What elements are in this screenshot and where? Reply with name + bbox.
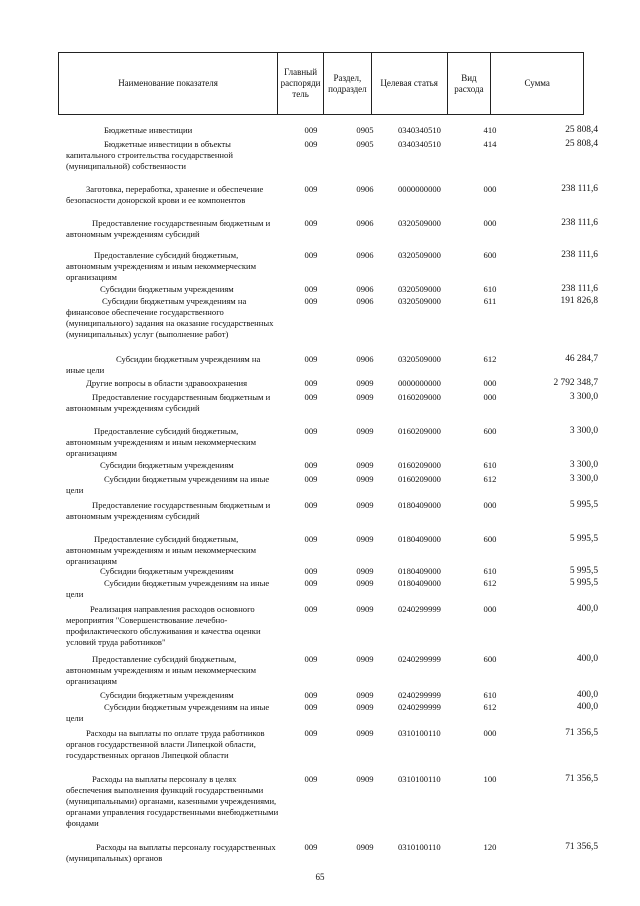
row-name: Субсидии бюджетным учреждениям на иные цели (66, 354, 261, 375)
row-expense-type: 000 (483, 604, 497, 614)
row-name: Заготовка, переработка, хранение и обеспечение безопасности донорской крови и ее компонентов (66, 184, 264, 205)
row-razdel: 0909 (356, 728, 374, 738)
row-sum: 238 111,6 (561, 284, 598, 294)
row-razdel: 0909 (356, 460, 374, 470)
row-sum: 238 111,6 (561, 184, 598, 194)
row-sum: 3 300,0 (569, 460, 598, 470)
row-target-article: 0320509000 (398, 218, 441, 228)
row-sum: 71 356,5 (565, 728, 598, 738)
row-name: Субсидии бюджетным учреждениям (100, 460, 234, 470)
row-grbs: 009 (304, 702, 318, 712)
row-expense-type: 000 (483, 728, 497, 738)
row-expense-type: 414 (483, 139, 497, 149)
page-number: 65 (315, 872, 325, 882)
row-sum: 2 792 348,7 (553, 378, 598, 388)
row-name: Предоставление государственным бюджетным и автономным учреждениям субсидий (66, 500, 271, 521)
row-target-article: 0320509000 (398, 296, 441, 306)
row-target-article: 0000000000 (398, 378, 441, 388)
row-name: Бюджетные инвестиции в объекты капитального строительства государственной (муниципальной) собственности (66, 139, 233, 171)
row-expense-type: 600 (483, 250, 497, 260)
row-target-article: 0320509000 (398, 250, 441, 260)
row-razdel: 0909 (356, 566, 374, 576)
row-expense-type: 612 (483, 474, 497, 484)
row-sum: 5 995,5 (569, 566, 598, 576)
row-name: Предоставление государственным бюджетным и автономным учреждениям субсидий (66, 392, 271, 413)
row-name: Реализация направления расходов основного мероприятия "Совершенствование лечебно-профилактического обслуживания и качества оценки условий труда работников" (66, 604, 261, 647)
row-razdel: 0905 (356, 139, 374, 149)
row-grbs: 009 (304, 250, 318, 260)
row-target-article: 0240299999 (398, 702, 441, 712)
row-target-article: 0310100110 (398, 728, 441, 738)
row-name: Субсидии бюджетным учреждениям на финансовое обеспечение государственного (муниципального) задания на оказание государственных (муниципальных) услуг (выполнение работ) (66, 296, 274, 339)
row-grbs: 009 (304, 474, 318, 484)
row-expense-type: 610 (483, 566, 497, 576)
row-grbs: 009 (304, 534, 318, 544)
row-razdel: 0906 (356, 184, 374, 194)
row-grbs: 009 (304, 690, 318, 700)
row-sum: 71 356,5 (565, 842, 598, 852)
row-expense-type: 000 (483, 218, 497, 228)
row-name: Расходы на выплаты персоналу в целях обеспечения выполнения функций государственными (муниципальными) органами, казенными учреждениями, органами управления государственными внебюджетными фондами (66, 774, 279, 828)
row-target-article: 0180409000 (398, 566, 441, 576)
row-sum: 238 111,6 (561, 250, 598, 260)
row-target-article: 0160209000 (398, 426, 441, 436)
row-expense-type: 610 (483, 284, 497, 294)
row-target-article: 0320509000 (398, 354, 441, 364)
row-sum: 25 808,4 (565, 125, 598, 135)
row-razdel: 0906 (356, 218, 374, 228)
row-razdel: 0906 (356, 250, 374, 260)
row-razdel: 0909 (356, 604, 374, 614)
header-target-article: Целевая статья (372, 53, 448, 114)
row-target-article: 0310100110 (398, 774, 441, 784)
row-name: Субсидии бюджетным учреждениям на иные цели (66, 578, 270, 599)
row-sum: 3 300,0 (569, 426, 598, 436)
row-razdel: 0906 (356, 296, 374, 306)
header-name: Наименование показателя (59, 53, 278, 114)
row-expense-type: 612 (483, 354, 497, 364)
row-expense-type: 000 (483, 392, 497, 402)
row-grbs: 009 (304, 426, 318, 436)
row-grbs: 009 (304, 566, 318, 576)
row-target-article: 0160209000 (398, 392, 441, 402)
row-expense-type: 410 (483, 125, 497, 135)
row-target-article: 0000000000 (398, 184, 441, 194)
row-target-article: 0240299999 (398, 604, 441, 614)
row-target-article: 0240299999 (398, 654, 441, 664)
row-razdel: 0909 (356, 392, 374, 402)
row-grbs: 009 (304, 125, 318, 135)
row-razdel: 0909 (356, 578, 374, 588)
row-grbs: 009 (304, 378, 318, 388)
row-razdel: 0909 (356, 654, 374, 664)
row-grbs: 009 (304, 774, 318, 784)
header-expense-type: Вид расхода (448, 53, 492, 114)
row-target-article: 0180409000 (398, 578, 441, 588)
row-grbs: 009 (304, 218, 318, 228)
row-razdel: 0909 (356, 474, 374, 484)
row-target-article: 0340340510 (398, 125, 441, 135)
row-name: Субсидии бюджетным учреждениям (100, 284, 234, 294)
row-sum: 5 995,5 (569, 500, 598, 510)
table-header (58, 52, 584, 115)
row-sum: 3 300,0 (569, 474, 598, 484)
row-razdel: 0909 (356, 378, 374, 388)
row-sum: 3 300,0 (569, 392, 598, 402)
row-name: Субсидии бюджетным учреждениям (100, 690, 234, 700)
header-sum: Сумма (524, 78, 550, 88)
row-razdel: 0909 (356, 702, 374, 712)
row-grbs: 009 (304, 578, 318, 588)
row-grbs: 009 (304, 284, 318, 294)
row-target-article: 0340340510 (398, 139, 441, 149)
row-target-article: 0240299999 (398, 690, 441, 700)
row-grbs: 009 (304, 139, 318, 149)
row-name: Предоставление государственным бюджетным и автономным учреждениям субсидий (66, 218, 271, 239)
row-expense-type: 612 (483, 702, 497, 712)
row-expense-type: 611 (483, 296, 497, 306)
row-name: Расходы на выплаты персоналу государственных (муниципальных) органов (66, 842, 276, 863)
row-grbs: 009 (304, 500, 318, 510)
row-razdel: 0906 (356, 354, 374, 364)
row-name: Предоставление субсидий бюджетным, автономным учреждениям и иным некоммерческим организациям (66, 426, 257, 458)
row-sum: 400,0 (576, 604, 598, 614)
row-target-article: 0160209000 (398, 460, 441, 470)
row-razdel: 0909 (356, 534, 374, 544)
row-grbs: 009 (304, 392, 318, 402)
row-grbs: 009 (304, 842, 318, 852)
header-grbs: Главный распоряди тель (278, 53, 324, 114)
row-grbs: 009 (304, 296, 318, 306)
row-sum: 238 111,6 (561, 218, 598, 228)
row-grbs: 009 (304, 460, 318, 470)
row-expense-type: 612 (483, 578, 497, 588)
row-name: Предоставление субсидий бюджетным, автономным учреждениям и иным некоммерческим организациям (66, 534, 257, 566)
row-razdel: 0909 (356, 690, 374, 700)
row-grbs: 009 (304, 728, 318, 738)
row-expense-type: 610 (483, 460, 497, 470)
row-name: Бюджетные инвестиции (104, 125, 193, 135)
row-expense-type: 610 (483, 690, 497, 700)
row-expense-type: 600 (483, 534, 497, 544)
row-name: Предоставление субсидий бюджетным, автономным учреждениям и иным некоммерческим организациям (66, 654, 257, 686)
row-razdel: 0909 (356, 500, 374, 510)
row-target-article: 0160209000 (398, 474, 441, 484)
row-name: Расходы на выплаты по оплате труда работников органов государственной власти Липецкой области, государственных органов Липецкой области (66, 728, 265, 760)
header-razdel: Раздел, подраздел (324, 53, 372, 114)
row-expense-type: 000 (483, 500, 497, 510)
row-sum: 400,0 (576, 702, 598, 712)
row-sum: 400,0 (576, 654, 598, 664)
row-razdel: 0909 (356, 842, 374, 852)
row-target-article: 0180409000 (398, 500, 441, 510)
row-sum: 191 826,8 (560, 296, 598, 306)
row-target-article: 0310100110 (398, 842, 441, 852)
row-sum: 5 995,5 (569, 578, 598, 588)
row-razdel: 0909 (356, 426, 374, 436)
row-name: Предоставление субсидий бюджетным, автономным учреждениям и иным некоммерческим организациям (66, 250, 257, 282)
row-expense-type: 000 (483, 184, 497, 194)
row-expense-type: 600 (483, 426, 497, 436)
row-razdel: 0909 (356, 774, 374, 784)
row-name: Другие вопросы в области здравоохранения (86, 378, 248, 388)
row-sum: 46 284,7 (565, 354, 598, 364)
row-grbs: 009 (304, 354, 318, 364)
row-grbs: 009 (304, 654, 318, 664)
row-sum: 5 995,5 (569, 534, 598, 544)
row-grbs: 009 (304, 604, 318, 614)
row-target-article: 0180409000 (398, 534, 441, 544)
row-name: Субсидии бюджетным учреждениям на иные цели (66, 474, 270, 495)
row-expense-type: 000 (483, 378, 497, 388)
row-expense-type: 120 (483, 842, 497, 852)
row-expense-type: 600 (483, 654, 497, 664)
row-sum: 400,0 (576, 690, 598, 700)
row-razdel: 0905 (356, 125, 374, 135)
row-target-article: 0320509000 (398, 284, 441, 294)
row-razdel: 0906 (356, 284, 374, 294)
row-sum: 71 356,5 (565, 774, 598, 784)
row-grbs: 009 (304, 184, 318, 194)
row-name: Субсидии бюджетным учреждениям на иные цели (66, 702, 270, 723)
row-name: Субсидии бюджетным учреждениям (100, 566, 234, 576)
row-expense-type: 100 (483, 774, 497, 784)
row-sum: 25 808,4 (565, 139, 598, 149)
